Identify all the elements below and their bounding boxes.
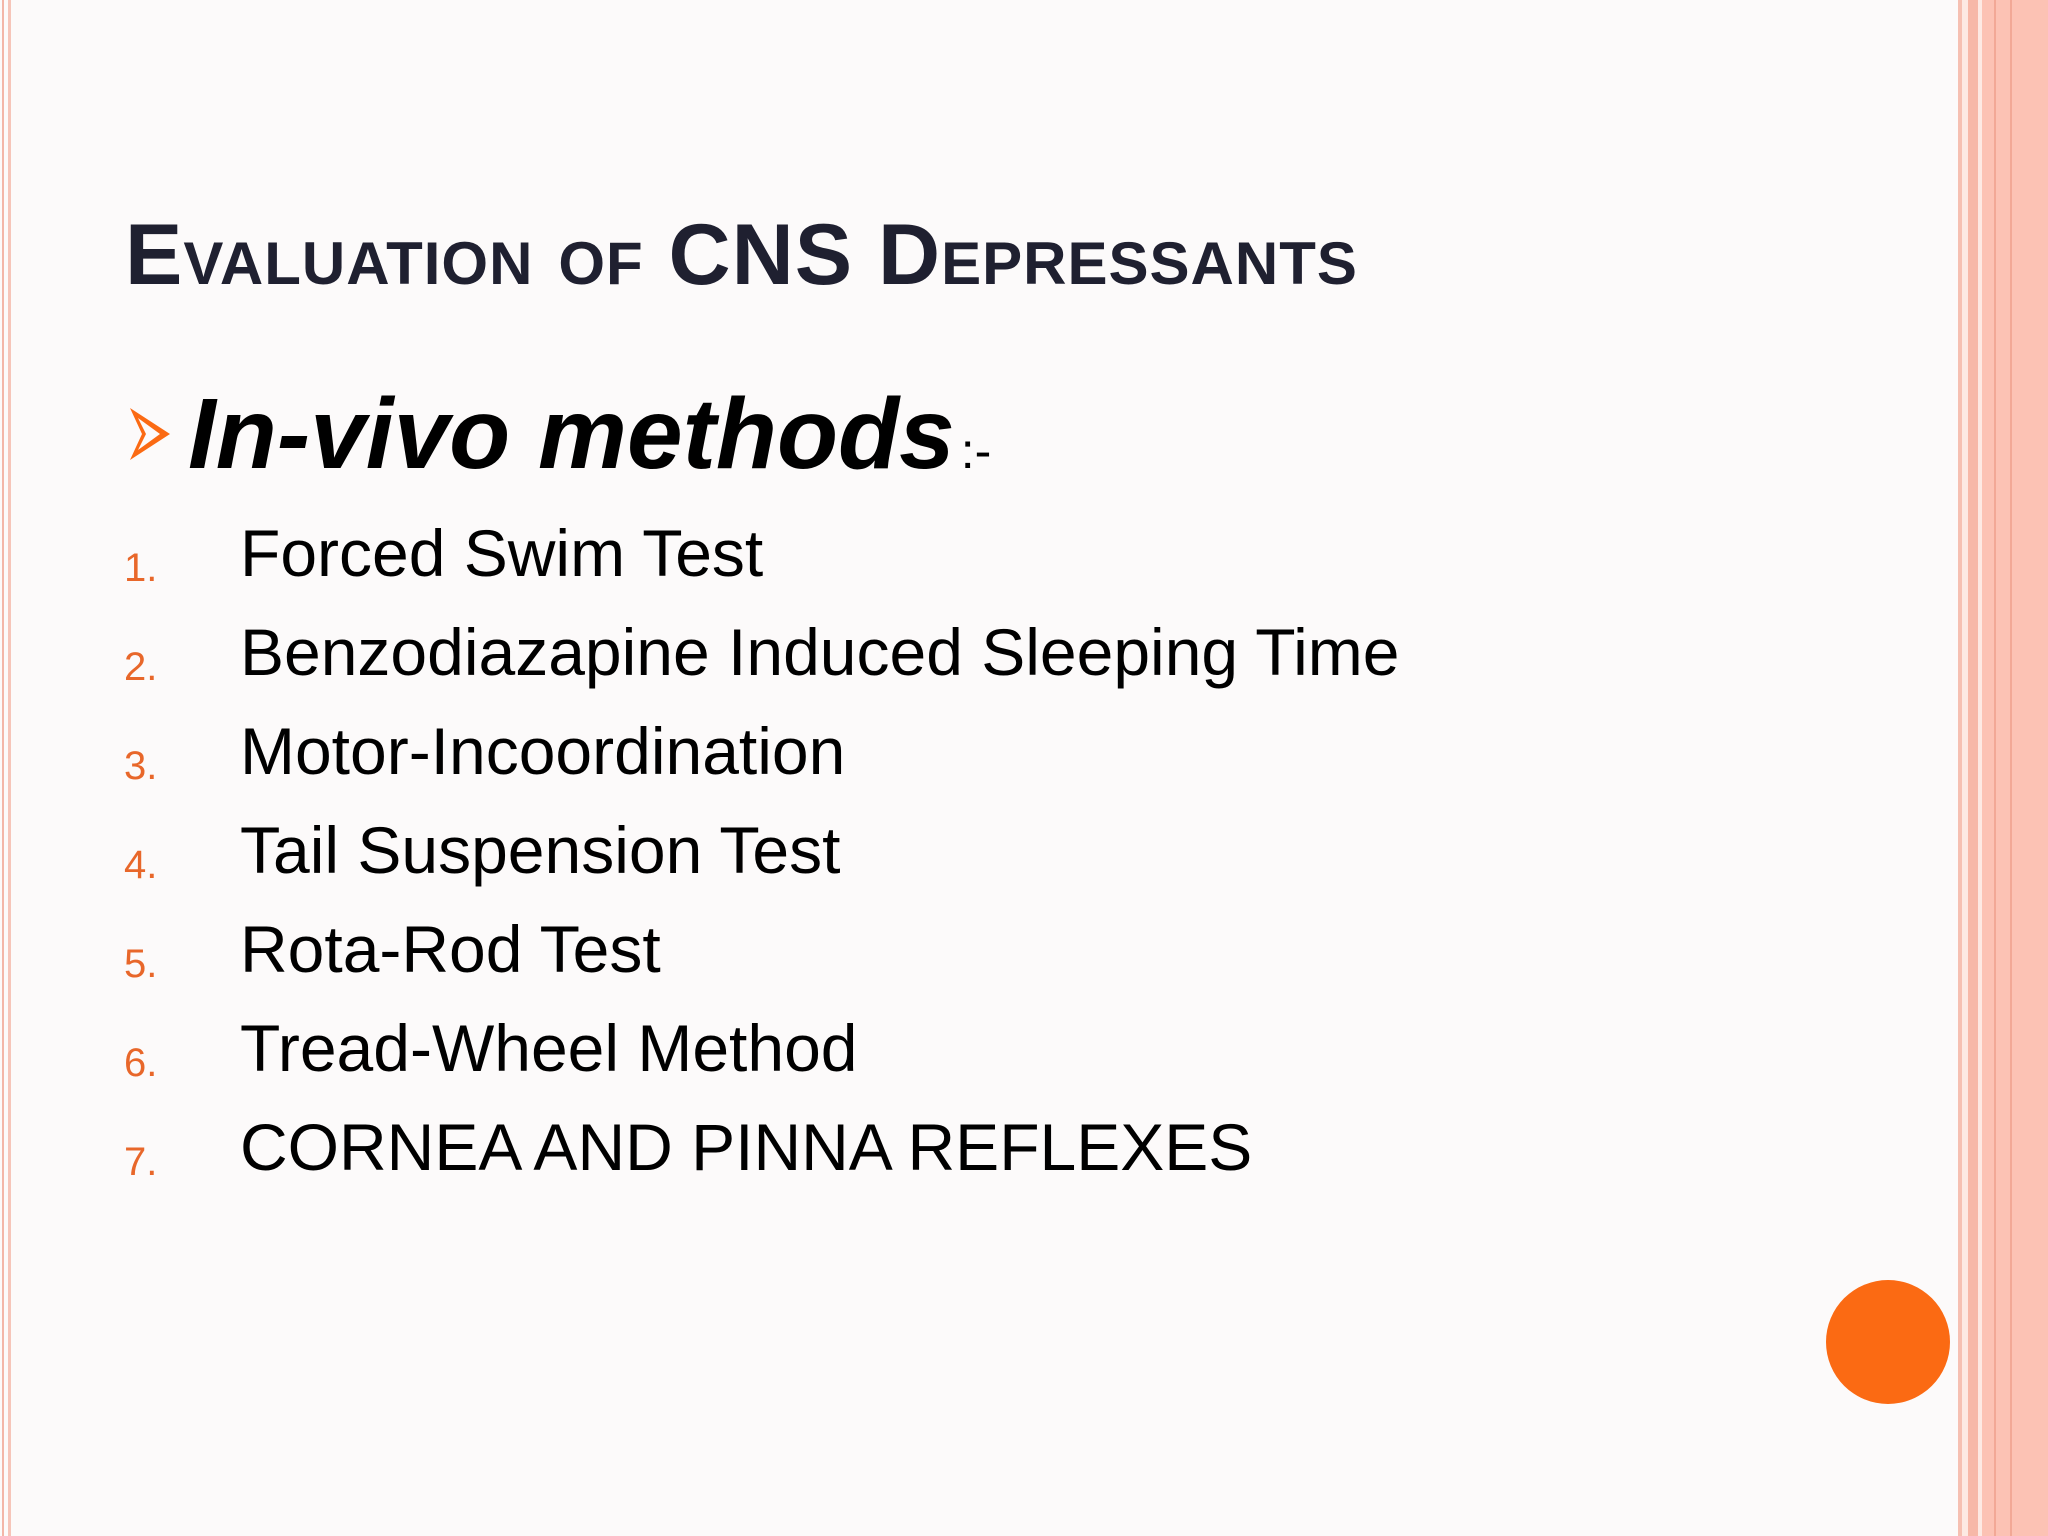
list-item-number: 5. [124,942,158,986]
right-border-stripe [1968,0,1978,1536]
list-item-label: Benzodiazapine Induced Sleeping Time [240,615,1400,689]
list-item [0,1104,1600,1203]
list-item-label: Rota-Rod Test [240,912,661,986]
list-item-label: Tail Suspension Test [240,813,841,887]
list-item-number: 7. [124,1140,158,1184]
list-item [0,906,1600,1005]
list-item [0,609,1600,708]
heading-suffix: :- [960,423,992,479]
decorative-orange-circle [1826,1280,1950,1404]
list-item [0,510,1600,609]
slide-title: Evaluation of CNS Depressants [125,207,1358,303]
list-item-number: 1. [124,546,158,590]
section-heading [128,378,992,490]
list-item-label: Forced Swim Test [240,516,764,590]
arrow-bullet-icon [128,404,172,464]
list-item-label: Tread-Wheel Method [240,1011,858,1085]
list-item [0,1005,1600,1104]
list-item-label: CORNEA AND PINNA REFLEXES [240,1110,1253,1184]
right-border-stripe [1994,0,1996,1536]
right-border-stripe [1982,0,2048,1536]
list-item [0,708,1600,807]
list-item-number: 2. [124,645,158,689]
list-item-label: Motor-Incoordination [240,714,846,788]
list-item-number: 4. [124,843,158,887]
methods-list [0,510,1600,1203]
list-item [0,807,1600,906]
list-item-number: 3. [124,744,158,788]
list-item-number: 6. [124,1041,158,1085]
heading-text: In-vivo methods [188,378,955,490]
right-border-stripe [2010,0,2012,1536]
